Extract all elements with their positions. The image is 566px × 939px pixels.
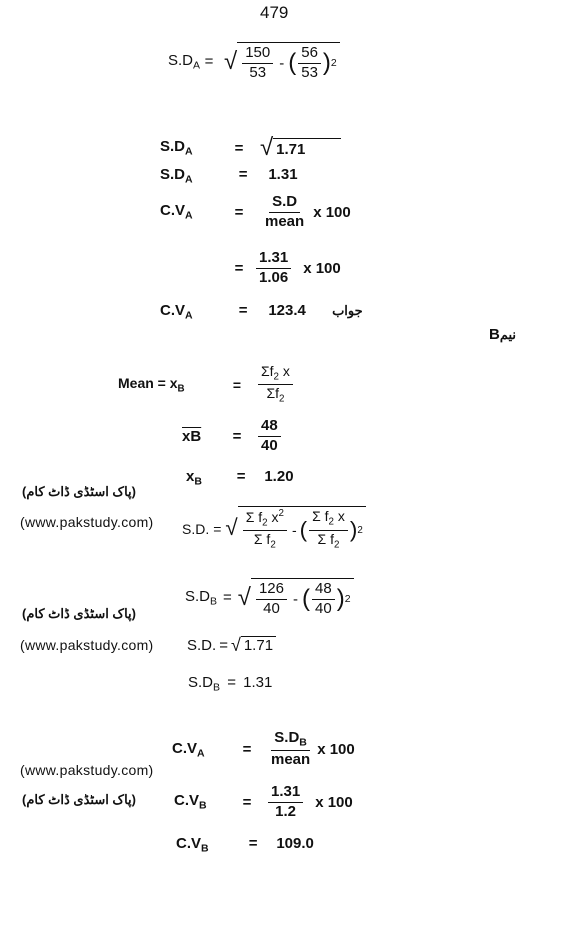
sd-a-label: $S.D_A$ bbox=[168, 51, 201, 72]
fraction: $\frac{150}{53}$ bbox=[242, 45, 273, 81]
page-number: 479 bbox=[260, 3, 289, 22]
cv-a-formula: $C.V_A$ = $\frac{S.D}{\text{mean}}$ x 100 bbox=[160, 193, 351, 230]
sd-a-value-line: $S.D_A = 1.31$ bbox=[160, 166, 298, 186]
sd-b-root-line: S.D. = √ 1.71 bbox=[187, 636, 276, 654]
xb-value: 1.20 bbox=[264, 468, 294, 485]
radical: √ $\frac{126}{40}$ - ( $\frac{48}{40}$ ) 2 bbox=[238, 578, 354, 617]
watermark-urdu: (پاک اسٹڈی ڈاٹ کام) bbox=[22, 484, 136, 499]
mean-b-formula: Mean = $x_B$ = $\frac{\Sigma f_2 x}{\Sigma f_2}$ bbox=[118, 364, 295, 405]
sd-a-value: 1.31 bbox=[268, 166, 298, 183]
cv-b-formula: $C.V_A$ = $\frac{S.D_B}{\text{mean}}$ x 100 bbox=[172, 729, 355, 769]
radical: √ $\frac{\Sigma f_2 x^2}{\Sigma f_2}$ - ( $\frac{\Sigma f_2 x}{\Sigma f_2}$ ) 2 bbox=[225, 506, 365, 551]
fraction: $\frac{56}{53}$ bbox=[298, 45, 321, 81]
sd-a-root-line: $S.D_A$ = √ 1.71 bbox=[160, 136, 341, 160]
xb-value-line: $x_B = 1.20$ bbox=[186, 468, 294, 488]
xb-fraction-line: $\overline{xB}$ = $\frac{48}{40}$ bbox=[182, 418, 283, 454]
watermark-url: (www.pakstudy.com) bbox=[20, 637, 154, 653]
fraction: $\frac{S.D}{\text{mean}}$ bbox=[265, 193, 305, 230]
sd-b-substitution: $S.D_B$ = √ $\frac{126}{40}$ - ( $\frac{48}{40}$ ) 2 bbox=[185, 578, 354, 617]
answer-word: جواب bbox=[332, 303, 363, 318]
part-b-heading: Bنیم bbox=[489, 326, 517, 343]
watermark-url: (www.pakstudy.com) bbox=[20, 762, 154, 778]
sd-a-formula: $S.D_A$ = √ $\frac{150}{53}$ - ( $\frac{56}{53}$ ) 2 bbox=[168, 42, 340, 81]
sd-b-general-formula: S.D. = √ $\frac{\Sigma f_2 x^2}{\Sigma f_2}$ - ( $\frac{\Sigma f_2 x}{\Sigma f_2}$ ) 2 bbox=[182, 506, 366, 551]
fraction: $\frac{1.31}{1.2}$ bbox=[268, 784, 303, 820]
watermark-url: (www.pakstudy.com) bbox=[20, 514, 154, 530]
fraction: $\frac{48}{40}$ bbox=[258, 418, 281, 454]
fraction: $\frac{1.31}{1.06}$ bbox=[256, 250, 291, 286]
radical: √ 1.71 bbox=[260, 136, 341, 160]
fraction: $\frac{S.D_B}{\text{mean}}$ bbox=[271, 729, 311, 769]
radical: √ 1.71 bbox=[231, 636, 276, 654]
cv-b-substitution: $C.V_B$ = $\frac{1.31}{1.2}$ x 100 bbox=[174, 783, 353, 820]
sd-b-value-line: $S.D_B = 1.31$ bbox=[188, 674, 273, 694]
fraction: $\frac{48}{40}$ bbox=[312, 581, 335, 617]
fraction: $\frac{\Sigma f_2 x^2}{\Sigma f_2}$ bbox=[243, 509, 287, 551]
cv-a-substitution: = $\frac{1.31}{1.06}$ x 100 bbox=[234, 249, 341, 286]
watermark-urdu: (پاک اسٹڈی ڈاٹ کام) bbox=[22, 792, 136, 807]
fraction: $\frac{\Sigma f_2 x}{\Sigma f_2}$ bbox=[309, 509, 348, 550]
cv-b-value: 109.0 bbox=[276, 835, 314, 852]
cv-a-result-line: $C.V_A = 123.4$ جواب bbox=[160, 302, 363, 322]
fraction: $\frac{\Sigma f_2 x}{\Sigma f_2}$ bbox=[258, 364, 293, 405]
cv-b-result-line: $C.V_B = 109.0$ bbox=[176, 835, 314, 855]
watermark-urdu: (پاک اسٹڈی ڈاٹ کام) bbox=[22, 606, 136, 621]
sd-b-value: 1.31 bbox=[243, 674, 273, 691]
cv-a-value: 123.4 bbox=[268, 302, 306, 319]
radical: √ $\frac{150}{53}$ - ( $\frac{56}{53}$ ) 2 bbox=[224, 42, 340, 81]
fraction: $\frac{126}{40}$ bbox=[256, 581, 287, 617]
